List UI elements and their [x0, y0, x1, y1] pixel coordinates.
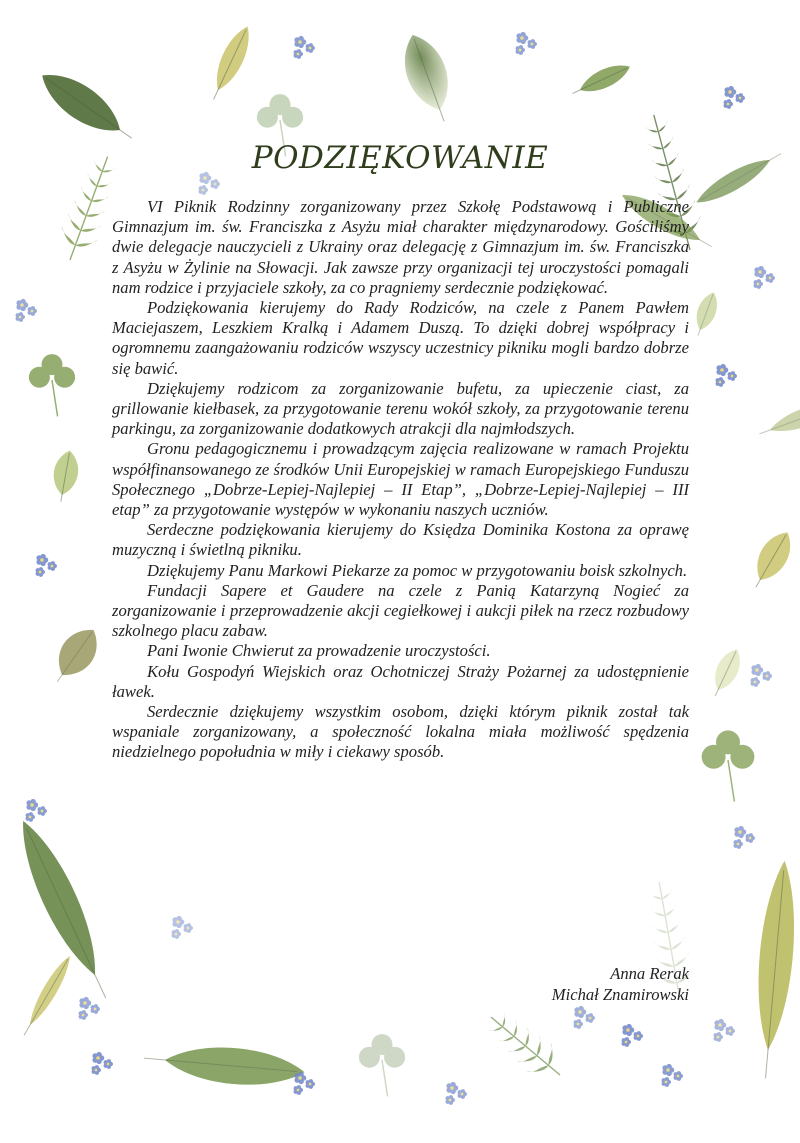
- flower-icon: [528, 39, 537, 49]
- signature-name: Michał Znamirowski: [551, 985, 689, 1004]
- flower-icon: [674, 1071, 683, 1081]
- flower-icon: [766, 273, 775, 283]
- flower-icon: [92, 1065, 101, 1075]
- flower-icon: [172, 916, 184, 928]
- leaf-icon: [49, 449, 82, 504]
- leaf-icon: [689, 289, 722, 338]
- flower-icon: [294, 49, 303, 59]
- flower-icon: [662, 1064, 674, 1076]
- flower-icon: [16, 312, 25, 322]
- flower-icon: [746, 833, 755, 843]
- paragraph-8: Pani Iwonie Chwierut za prowadzenie uroczystości.: [147, 641, 491, 661]
- flower-icon: [26, 812, 35, 822]
- flower-icon: [716, 364, 728, 376]
- flower-icon: [38, 806, 47, 816]
- flower-icon: [36, 567, 45, 577]
- flower-icon: [294, 36, 306, 48]
- flower-icon: [574, 1006, 586, 1018]
- flower-icon: [446, 1082, 458, 1094]
- leaf-icon: [756, 396, 800, 442]
- paragraph-3: Dziękujemy rodzicom za zorganizowanie bufetu, za upieczenie ciast, za grillowanie kiełbasek, za przygotowanie terenu wokół szkoły, za przygotowanie terenu parkingu, za zorganizowanie dodatkowych atrakcji dla najmłodszych.: [112, 378, 689, 439]
- leaf-icon: [18, 952, 76, 1038]
- paragraph-10: Serdecznie dziękujemy wszystkim osobom, dzięki którym piknik został tak wspaniale zorganizowany, a społeczność lokalna miała możliwość spędzenia niedzielnego popołudnia w miły i ciekawy sposób.: [112, 702, 689, 762]
- paragraph-1: VI Piknik Rodzinny zorganizowany przez Szkołę Podstawową i Publiczne Gimnazjum im. św. Franciszka z Asyżu miał charakter międzynarodowy. Gościliśmy dwie delegacje nauczycieli z Ukrainy oraz delegację z Gimnazjum im. św. Franciszka z Asyżu w Żylinie na Słowacji. Jak zawsze przy organizacji tej uroczystości pomagali nam rodzice i przyjaciele szkoły, za co pragniemy serdecznie podziękować.: [112, 197, 689, 297]
- leaf-icon: [706, 645, 747, 701]
- leaf-icon: [143, 1040, 307, 1090]
- leaf-icon: [569, 59, 634, 102]
- flower-icon: [36, 554, 48, 566]
- fern-icon: [479, 1003, 572, 1090]
- flower-icon: [662, 1077, 671, 1087]
- paragraph-5: Serdeczne podziękowania kierujemy do Księdza Dominika Kostona za oprawę muzyczną i świetlną pikniku.: [112, 520, 689, 560]
- flower-icon: [79, 1010, 88, 1020]
- letter-body: [112, 197, 689, 763]
- flower-icon: [306, 43, 315, 53]
- flower-icon: [446, 1095, 455, 1105]
- flower-icon: [184, 923, 193, 933]
- clover-icon: [702, 730, 755, 801]
- flower-icon: [716, 377, 725, 387]
- flower-icon: [728, 371, 737, 381]
- flower-icon: [79, 997, 91, 1009]
- signature-name: Anna Rerak: [610, 964, 689, 983]
- flower-icon: [294, 1085, 303, 1095]
- flower-icon: [294, 1072, 306, 1084]
- flower-icon: [586, 1013, 595, 1023]
- flower-icon: [28, 306, 37, 316]
- paragraph-9: Kołu Gospodyń Wiejskich oraz Ochotniczej Straży Pożarnej za udostępnienie ławek.: [112, 661, 689, 701]
- leaf-icon: [744, 526, 799, 594]
- leaf-icon: [749, 859, 800, 1080]
- flower-icon: [104, 1059, 113, 1069]
- flower-icon: [622, 1024, 634, 1036]
- flower-icon: [92, 1052, 104, 1064]
- flower-icon: [48, 561, 57, 571]
- flower-icon: [751, 664, 763, 676]
- flower-icon: [516, 32, 528, 44]
- flower-icon: [634, 1031, 643, 1041]
- clover-icon: [29, 354, 75, 416]
- flower-icon: [16, 299, 28, 311]
- flower-icon: [91, 1004, 100, 1014]
- flower-icon: [734, 839, 743, 849]
- signature-block: [552, 963, 689, 1005]
- leaf-icon: [8, 814, 121, 1005]
- flower-icon: [751, 677, 760, 687]
- flower-icon: [724, 86, 736, 98]
- flower-icon: [763, 671, 772, 681]
- flower-icon: [754, 279, 763, 289]
- flower-icon: [734, 826, 746, 838]
- flower-icon: [714, 1032, 723, 1042]
- flower-icon: [306, 1079, 315, 1089]
- flower-icon: [622, 1037, 631, 1047]
- flower-icon: [516, 45, 525, 55]
- paragraph-6: Dziękujemy Panu Markowi Piekarze za pomoc w przygotowaniu boisk szkolnych.: [147, 560, 688, 580]
- flower-icon: [26, 799, 38, 811]
- flower-icon: [199, 185, 208, 195]
- leaf-icon: [204, 22, 257, 104]
- flower-icon: [726, 1026, 735, 1036]
- flower-icon: [714, 1019, 726, 1031]
- page-title: PODZIĘKOWANIE: [251, 140, 549, 176]
- flower-icon: [724, 99, 733, 109]
- flower-icon: [458, 1089, 467, 1099]
- leaf-icon: [394, 28, 462, 128]
- flower-icon: [211, 179, 220, 189]
- flower-icon: [754, 266, 766, 278]
- clover-icon: [359, 1034, 405, 1096]
- paragraph-2: Podziękowania kierujemy do Rady Rodziców, na czele z Panem Pawłem Maciejaszem, Leszkiem Kralką i Adamem Duszą. To dzięki dobrej współpracy i ogromnemu zaangażowaniu rodziców wszyscy uczestnicy pikniku mogli bardzo dobrze się bawić.: [112, 298, 689, 378]
- leaf-icon: [33, 62, 141, 152]
- paragraph-7: Fundacji Sapere et Gaudere na czele z Panią Katarzyną Nogieć za zorganizowanie i przeprowadzenie akcji cegiełkowej i aukcji piłek na rzecz rozbudowy szkolnego placu zabaw.: [112, 580, 689, 641]
- paragraph-4: Gronu pedagogicznemu i prowadzącym zajęcia realizowane w ramach Projektu współfinansowanego ze środków Unii Europejskiej w ramach Europejskiego Funduszu Społecznego „Dobrze-Lepiej-Najlepiej – II Etap”, „Dobrze-Lepiej-Najlepiej – III etap” za przygotowanie występów w wykonaniu naszych uczniów.: [112, 439, 689, 520]
- flower-icon: [172, 929, 181, 939]
- leaf-icon: [44, 620, 107, 691]
- flower-icon: [736, 93, 745, 103]
- flower-icon: [574, 1019, 583, 1029]
